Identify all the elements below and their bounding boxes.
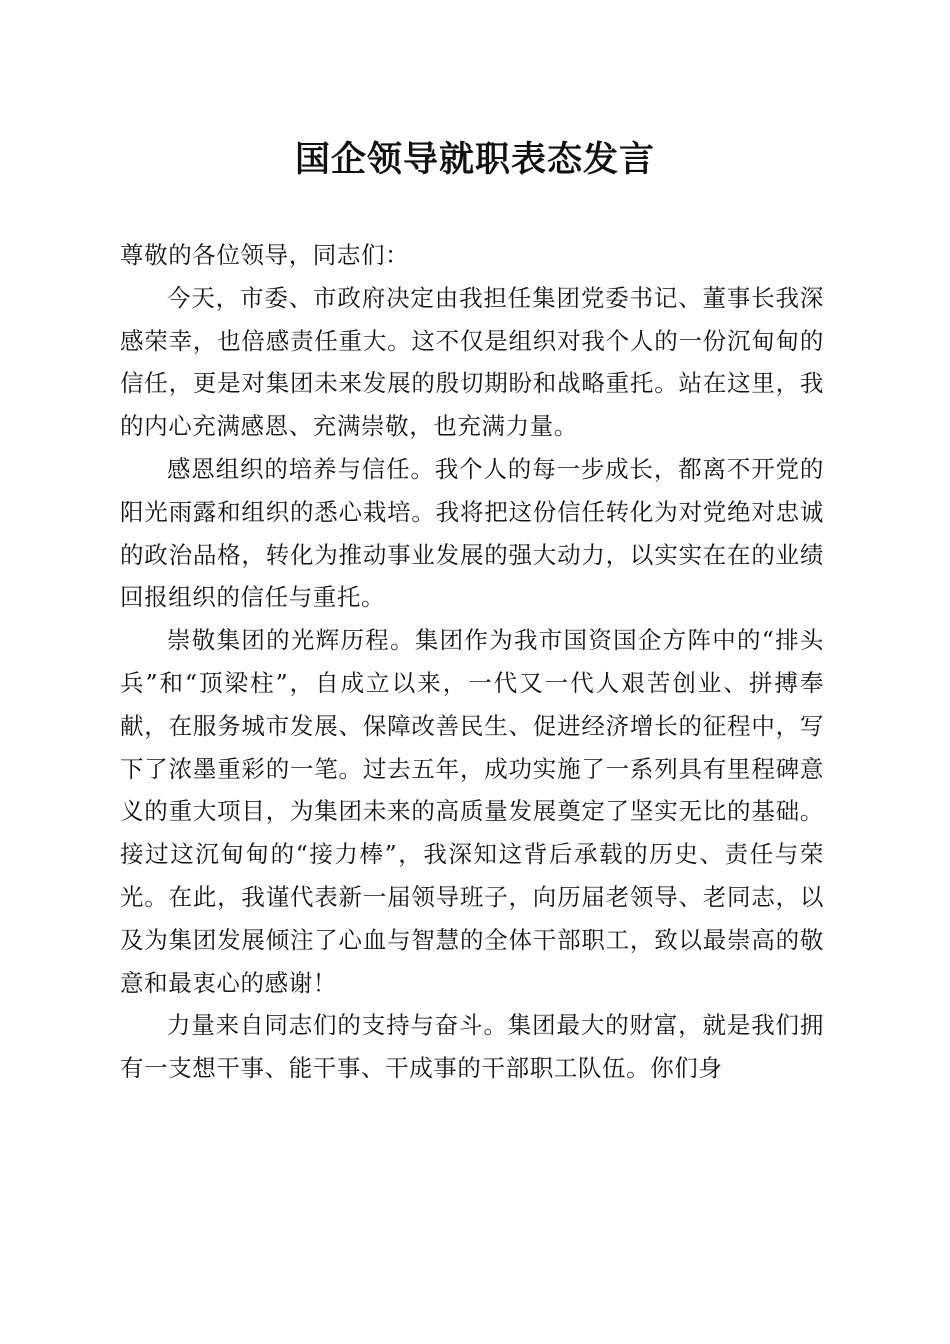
- paragraph-comrades-strength: 力量来自同志们的支持与奋斗。集团最大的财富，就是我们拥有一支想干事、能干事、干成事的干部职工队伍。你们身: [120, 1011, 824, 1083]
- paragraph-gratitude-intro: 今天，市委、市政府决定由我担任集团党委书记、董事长我深感荣幸，也倍感责任重大。这不仅是组织对我个人的一份沉甸甸的信任，更是对集团未来发展的殷切期盼和战略重托。站在这里，我的内心充满感恩、充满崇敬，也充满力量。: [120, 283, 824, 441]
- paragraph-group-history: 崇敬集团的光辉历程。集团作为我市国资国企方阵中的“排头兵”和“顶梁柱”，自成立以来，一代又一代人艰苦创业、拼搏奉献，在服务城市发展、保障改善民生、促进经济增长的征程中，写下了浓墨重彩的一笔。过去五年，成功实施了一系列具有里程碑意义的重大项目，为集团未来的高质量发展奠定了坚实无比的基础。接过这沉甸甸的“接力棒”，我深知这背后承载的历史、责任与荣光。在此，我谨代表新一届领导班子，向历届老领导、老同志，以及为集团发展倾注了心血与智慧的全体干部职工，致以最崇高的敬意和最衷心的感谢！: [120, 626, 824, 997]
- paragraph-organization: 感恩组织的培养与信任。我个人的每一步成长，都离不开党的阳光雨露和组织的悉心栽培。我将把这份信任转化为对党绝对忠诚的政治品格，转化为推动事业发展的强大动力，以实实在在的业绩回报组织的信任与重托。: [120, 454, 824, 612]
- salutation: 尊敬的各位领导，同志们：: [120, 241, 410, 269]
- document-body: [120, 234, 824, 1090]
- document-title: 国企领导就职表态发言: [294, 139, 655, 180]
